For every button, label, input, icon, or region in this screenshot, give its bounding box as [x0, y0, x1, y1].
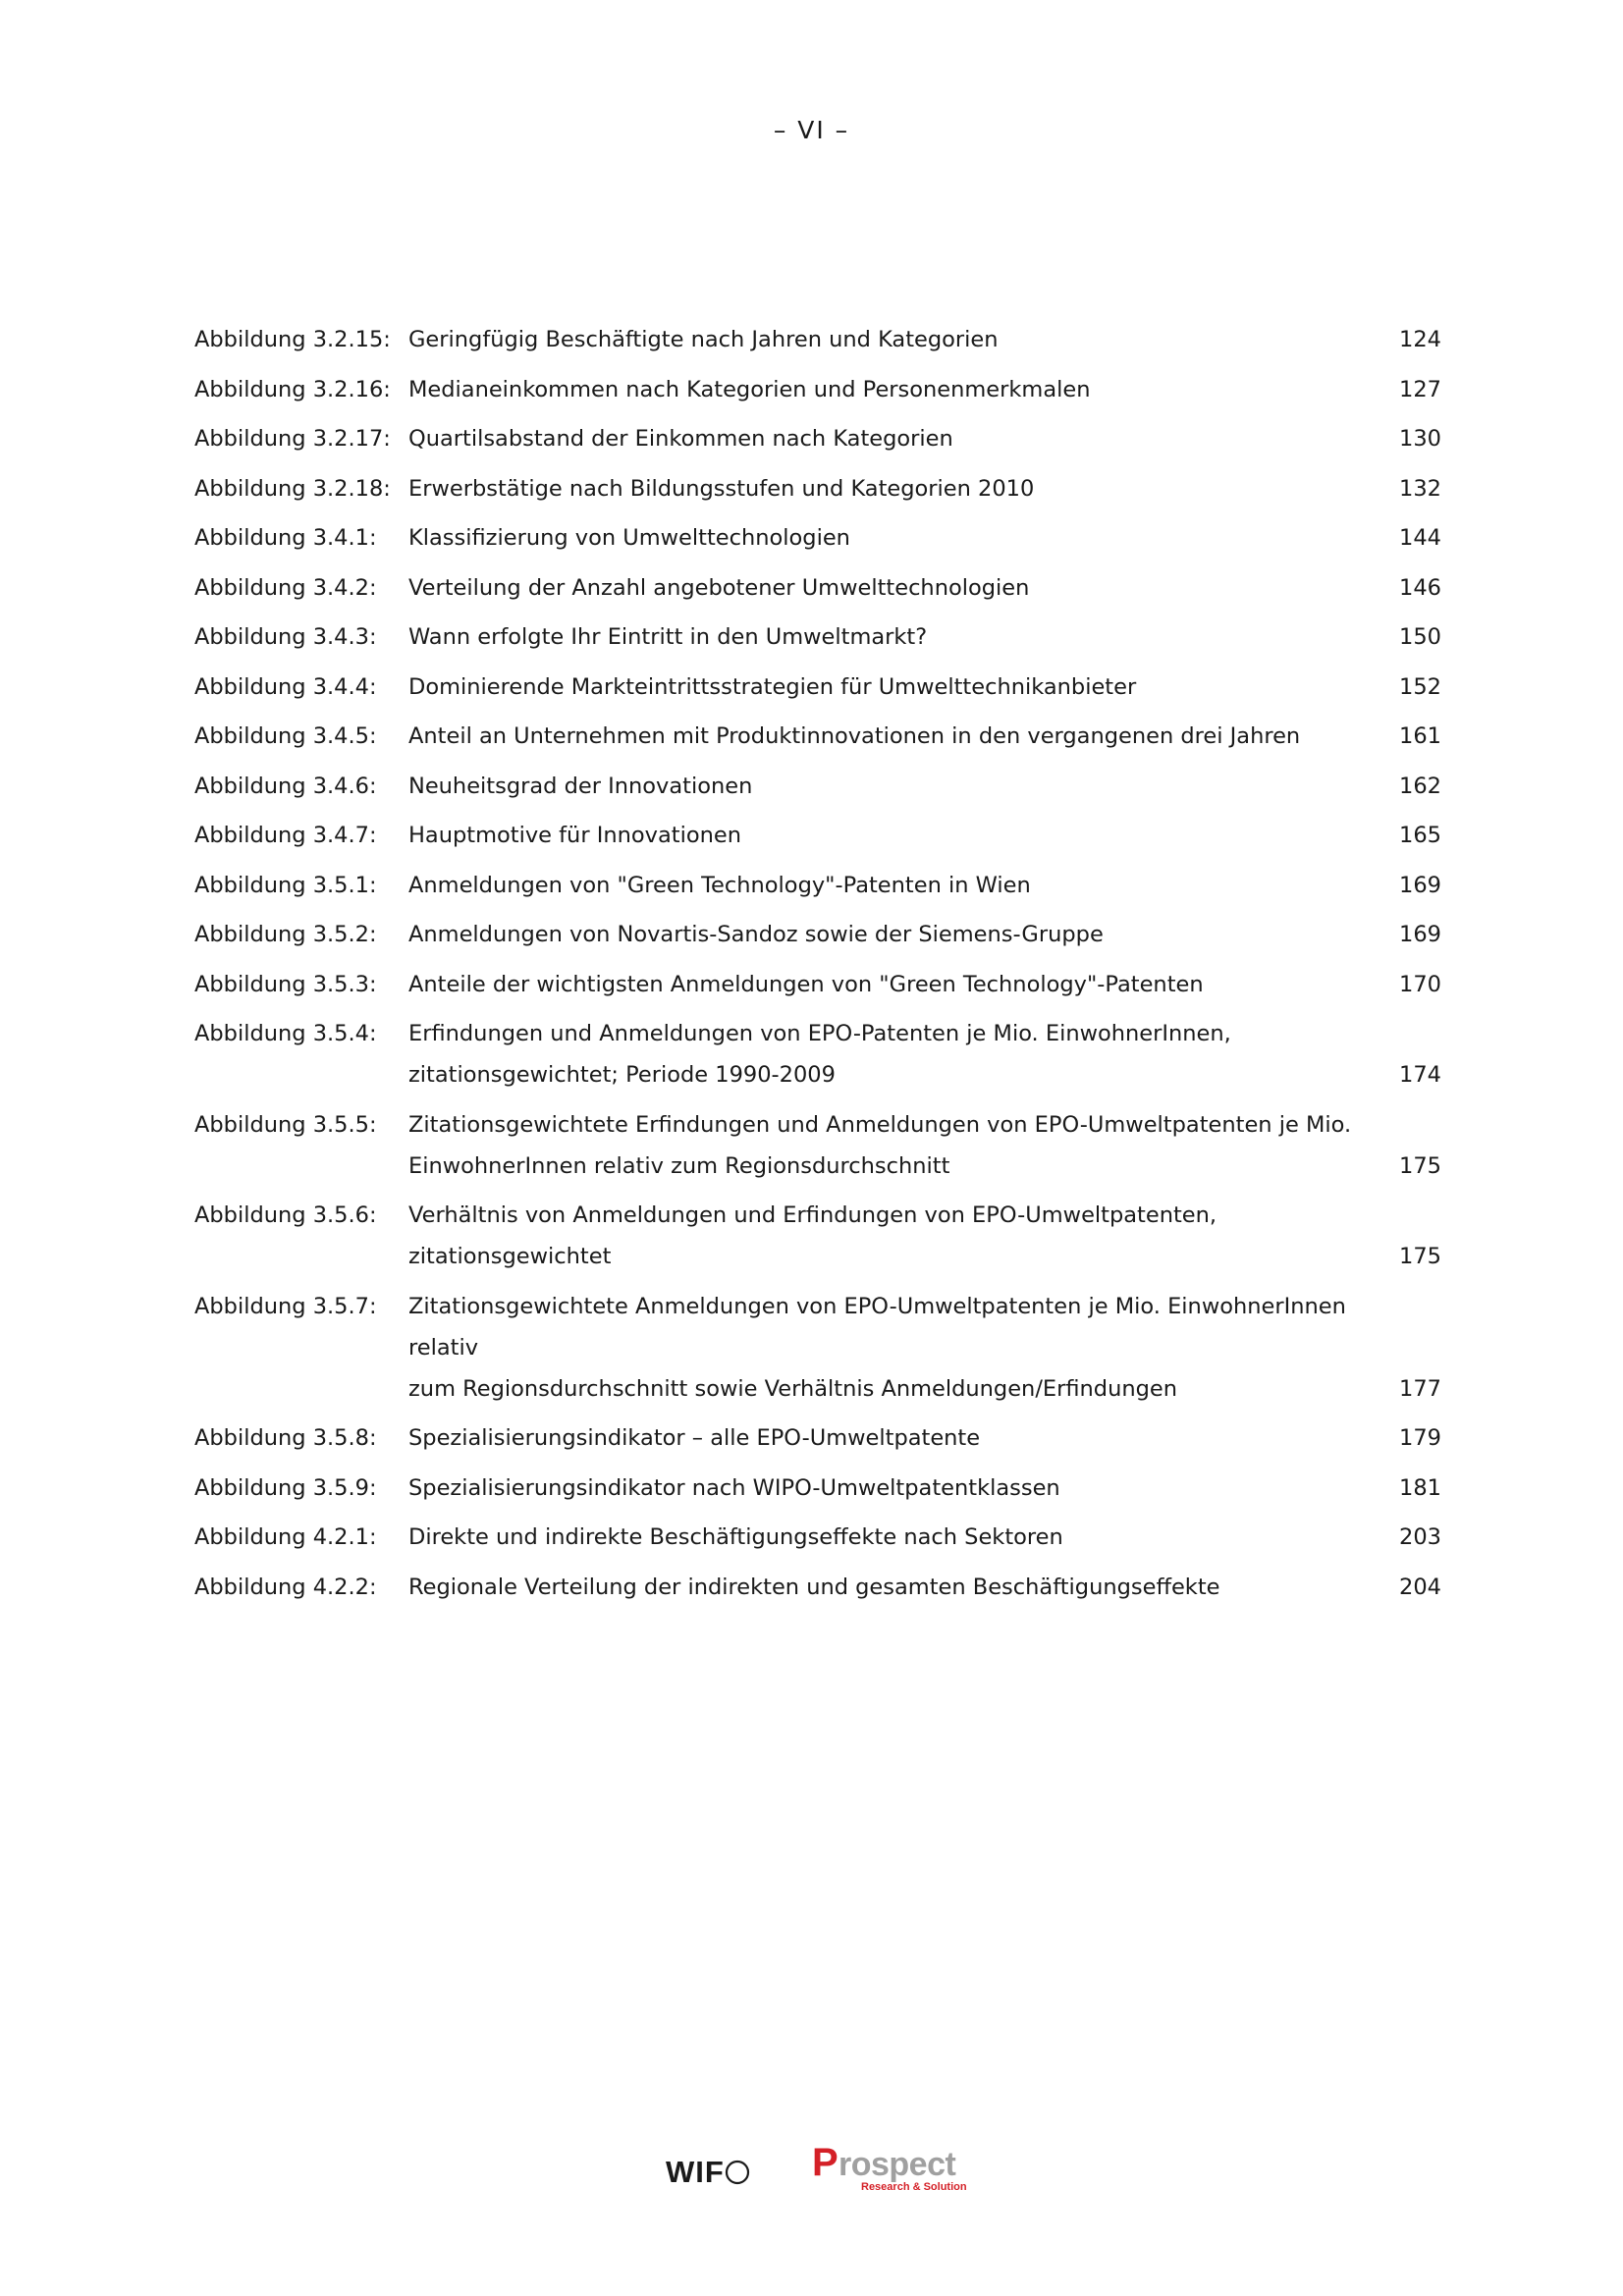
figure-title-line: Neuheitsgrad der Innovationen [408, 773, 753, 799]
figure-label: Abbildung 3.4.4: [194, 673, 377, 700]
figure-title-line: EinwohnerInnen relativ zum Regionsdurchschnitt [408, 1152, 950, 1179]
figure-page-number: 175 [1399, 1152, 1441, 1179]
figure-title-line: Dominierende Markteintrittsstrategien für Umwelttechnikanbieter [408, 673, 1137, 700]
figure-label: Abbildung 3.5.5: [194, 1111, 377, 1138]
toc-row [194, 1286, 1441, 1410]
figure-page-number: 144 [1399, 525, 1441, 551]
prospect-logo [810, 2142, 977, 2197]
figure-title-line: zitationsgewichtet; Periode 1990-2009 [408, 1062, 836, 1088]
figure-title-line: Verteilung der Anzahl angebotener Umwelttechnologien [408, 574, 1030, 601]
toc-row [194, 815, 1441, 856]
figure-page-number: 179 [1399, 1425, 1441, 1451]
figure-title-line: Anmeldungen von "Green Technology"-Patenten in Wien [408, 872, 1031, 898]
figure-page-number: 161 [1399, 723, 1441, 749]
figure-page-number: 204 [1399, 1574, 1441, 1600]
figure-title-line: Regionale Verteilung der indirekten und gesamten Beschäftigungseffekte [408, 1574, 1220, 1600]
figure-title [408, 418, 1382, 459]
figure-title-line: Direkte und indirekte Beschäftigungseffekte nach Sektoren [408, 1524, 1063, 1550]
figure-label: Abbildung 3.5.3: [194, 971, 377, 997]
figure-title [408, 1567, 1382, 1608]
figure-title [408, 1417, 1382, 1459]
footer [0, 2142, 1623, 2201]
figure-title-line: Klassifizierung von Umwelttechnologien [408, 525, 850, 551]
figure-page-number: 169 [1399, 922, 1441, 947]
figure-page-number: 170 [1399, 971, 1441, 997]
figure-title [408, 964, 1382, 1005]
figure-title [408, 1104, 1382, 1187]
figure-label: Abbildung 3.5.6: [194, 1202, 377, 1228]
wifo-logo-text: WIF [666, 2155, 725, 2189]
figure-label: Abbildung 3.4.3: [194, 624, 377, 650]
figure-page-number: 146 [1399, 574, 1441, 601]
toc-row [194, 468, 1441, 509]
toc-row [194, 319, 1441, 360]
toc-row [194, 1195, 1441, 1277]
page-number: – VI – [773, 116, 850, 144]
toc-row [194, 616, 1441, 658]
toc-row [194, 716, 1441, 757]
figure-title-line: Wann erfolgte Ihr Eintritt in den Umweltmarkt? [408, 624, 928, 650]
toc-row [194, 369, 1441, 410]
figure-label: Abbildung 3.5.2: [194, 922, 377, 947]
figure-page-number: 181 [1399, 1474, 1441, 1501]
figure-page-number: 174 [1399, 1062, 1441, 1088]
figure-label: Abbildung 3.4.7: [194, 823, 377, 848]
figure-title-line: Anteil an Unternehmen mit Produktinnovationen in den vergangenen drei Jahren [408, 723, 1301, 749]
toc-row [194, 1567, 1441, 1608]
figure-title [408, 1286, 1382, 1410]
figure-page-number: 152 [1399, 673, 1441, 700]
figure-title [408, 1517, 1382, 1558]
figure-title [408, 815, 1382, 856]
figure-title-line: Spezialisierungsindikator – alle EPO-Umweltpatente [408, 1425, 981, 1451]
toc-row [194, 766, 1441, 807]
figure-label: Abbildung 3.4.6: [194, 773, 377, 799]
figure-label: Abbildung 3.4.1: [194, 525, 377, 551]
figure-title [408, 667, 1382, 708]
figure-title-line: Medianeinkommen nach Kategorien und Personenmerkmalen [408, 376, 1091, 402]
figure-title [408, 865, 1382, 906]
figure-title-line: Spezialisierungsindikator nach WIPO-Umweltpatentklassen [408, 1474, 1060, 1501]
wifo-logo [666, 2155, 750, 2190]
figure-title [408, 1195, 1382, 1277]
figure-page-number: 165 [1399, 823, 1441, 848]
figure-title-line: Anmeldungen von Novartis-Sandoz sowie der Siemens-Gruppe [408, 922, 1104, 947]
figure-title [408, 616, 1382, 658]
figure-title-line: Verhältnis von Anmeldungen und Erfindungen von EPO-Umweltpatenten, [408, 1202, 1217, 1228]
figure-title [408, 1468, 1382, 1509]
figure-title-line: Quartilsabstand der Einkommen nach Kategorien [408, 426, 953, 452]
figure-label: Abbildung 3.5.8: [194, 1425, 377, 1451]
figure-page-number: 162 [1399, 773, 1441, 799]
figure-title [408, 914, 1382, 955]
toc-row [194, 1417, 1441, 1459]
toc-row [194, 1013, 1441, 1095]
svg-text:Research & Solution: Research & Solution [861, 2181, 967, 2193]
toc-row [194, 865, 1441, 906]
toc-row [194, 1104, 1441, 1187]
figure-label: Abbildung 3.2.15: [194, 327, 391, 352]
figure-title [408, 567, 1382, 609]
svg-text:rospect: rospect [839, 2146, 956, 2183]
figure-page-number: 124 [1399, 327, 1441, 352]
figure-title-line: Hauptmotive für Innovationen [408, 823, 741, 848]
figure-title-line: Erwerbstätige nach Bildungsstufen und Kategorien 2010 [408, 475, 1035, 502]
list-of-figures [194, 319, 1441, 1616]
figure-title-line: Erfindungen und Anmeldungen von EPO-Patenten je Mio. EinwohnerInnen, [408, 1021, 1231, 1046]
circle-o-icon [725, 2160, 750, 2185]
figure-label: Abbildung 3.2.17: [194, 426, 391, 452]
figure-page-number: 130 [1399, 426, 1441, 452]
figure-page-number: 127 [1399, 376, 1441, 402]
toc-row [194, 1468, 1441, 1509]
figure-page-number: 177 [1399, 1375, 1441, 1402]
figure-title-line: zitationsgewichtet [408, 1244, 612, 1269]
toc-row [194, 667, 1441, 708]
figure-label: Abbildung 3.5.9: [194, 1474, 377, 1501]
figure-label: Abbildung 3.4.5: [194, 723, 377, 749]
figure-label: Abbildung 3.5.1: [194, 872, 377, 898]
figure-label: Abbildung 4.2.2: [194, 1574, 377, 1600]
toc-row [194, 418, 1441, 459]
figure-page-number: 132 [1399, 475, 1441, 502]
figure-page-number: 150 [1399, 624, 1441, 650]
figure-label: Abbildung 3.4.2: [194, 574, 377, 601]
figure-title-line: Geringfügig Beschäftigte nach Jahren und Kategorien [408, 327, 999, 352]
svg-text:P: P [812, 2142, 839, 2184]
figure-page-number: 175 [1399, 1244, 1441, 1269]
figure-label: Abbildung 4.2.1: [194, 1524, 377, 1550]
figure-title-line: zum Regionsdurchschnitt sowie Verhältnis Anmeldungen/Erfindungen [408, 1375, 1177, 1402]
toc-row [194, 964, 1441, 1005]
figure-title [408, 766, 1382, 807]
figure-title-line: Anteile der wichtigsten Anmeldungen von "Green Technology"-Patenten [408, 971, 1204, 997]
figure-title [408, 468, 1382, 509]
figure-label: Abbildung 3.2.18: [194, 475, 391, 502]
toc-row [194, 567, 1441, 609]
figure-title-line: Zitationsgewichtete Erfindungen und Anmeldungen von EPO-Umweltpatenten je Mio. [408, 1111, 1352, 1138]
figure-title [408, 319, 1382, 360]
figure-label: Abbildung 3.5.4: [194, 1021, 377, 1046]
figure-title [408, 1013, 1382, 1095]
figure-title [408, 517, 1382, 559]
figure-page-number: 169 [1399, 872, 1441, 898]
toc-row [194, 1517, 1441, 1558]
figure-title [408, 369, 1382, 410]
figure-title-line: Zitationsgewichtete Anmeldungen von EPO-Umweltpatenten je Mio. EinwohnerInnen relativ [408, 1293, 1346, 1361]
figure-label: Abbildung 3.2.16: [194, 376, 391, 402]
toc-row [194, 517, 1441, 559]
figure-title [408, 716, 1382, 757]
figure-page-number: 203 [1399, 1524, 1441, 1550]
figure-label: Abbildung 3.5.7: [194, 1293, 377, 1319]
toc-row [194, 914, 1441, 955]
